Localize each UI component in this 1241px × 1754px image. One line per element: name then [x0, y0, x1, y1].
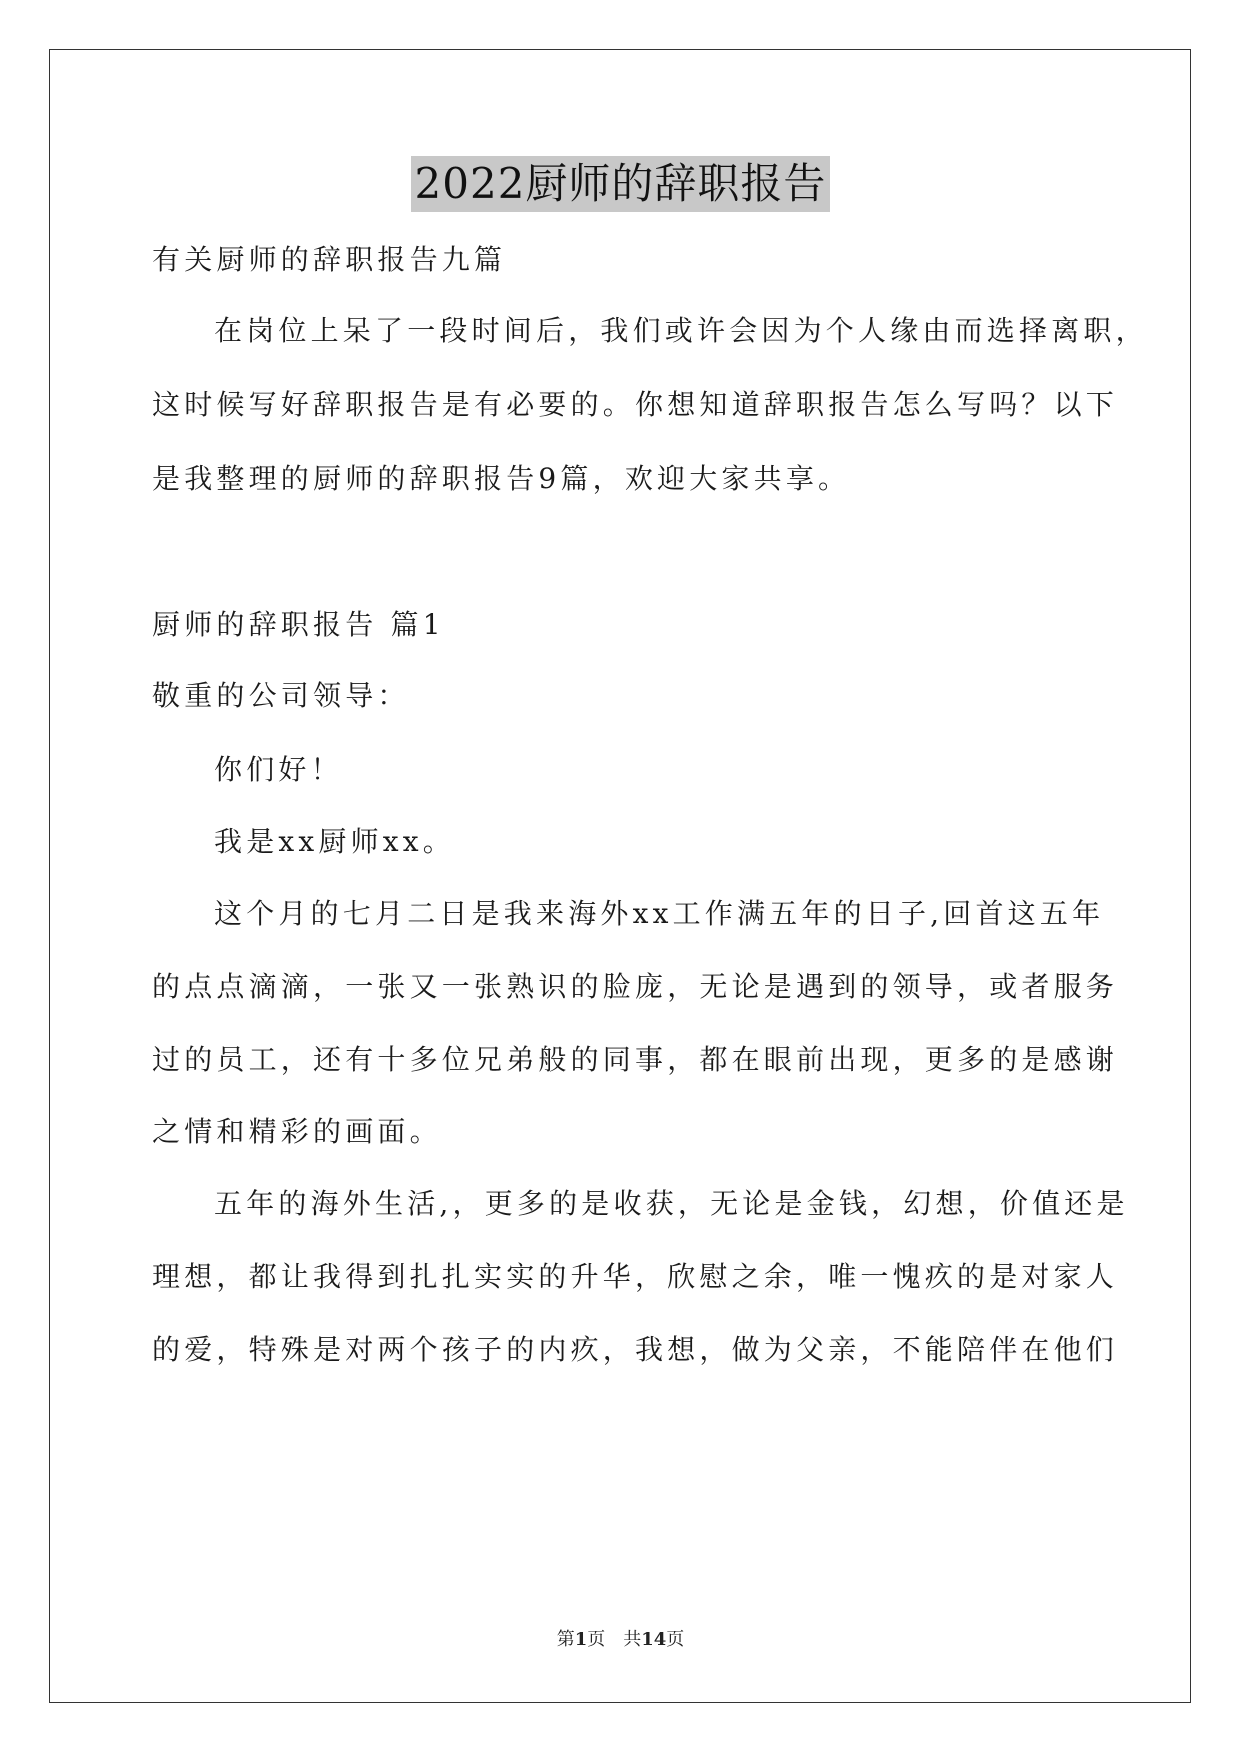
- intro-line-2: 这时候写好辞职报告是有必要的。你想知道辞职报告怎么写吗？以下: [152, 388, 1119, 421]
- paragraph1-line-2: 的点点滴滴，一张又一张熟识的脸庞，无论是遇到的领导，或者服务: [152, 970, 1119, 1003]
- paragraph2-line-1: 五年的海外生活,，更多的是收获，无论是金钱，幻想，价值还是: [214, 1187, 1129, 1220]
- page-suffix: 页: [587, 1629, 606, 1650]
- greeting: 你们好！: [214, 753, 343, 786]
- paragraph2-line-3: 的爱，特殊是对两个孩子的内疚，我想，做为父亲，不能陪伴在他们: [152, 1333, 1119, 1366]
- intro-line-1: 在岗位上呆了一段时间后，我们或许会因为个人缘由而选择离职，: [214, 314, 1148, 347]
- section-heading: 厨师的辞职报告 篇1: [152, 608, 445, 641]
- paragraph1-line-3: 过的员工，还有十多位兄弟般的同事，都在眼前出现，更多的是感谢: [152, 1043, 1119, 1076]
- total-prefix: 共: [623, 1629, 642, 1650]
- total-suffix: 页: [666, 1629, 685, 1650]
- salutation: 敬重的公司领导：: [152, 679, 410, 712]
- paragraph2-line-2: 理想，都让我得到扎扎实实的升华，欣慰之余，唯一愧疚的是对家人: [152, 1260, 1119, 1293]
- self-introduction: 我是xx厨师xx。: [214, 825, 455, 858]
- document-subtitle: 有关厨师的辞职报告九篇: [152, 243, 507, 276]
- document-title: 2022厨师的辞职报告: [411, 156, 831, 212]
- page-border: [49, 49, 1191, 1703]
- intro-line-3: 是我整理的厨师的辞职报告9篇，欢迎大家共享。: [152, 462, 851, 495]
- current-page-number: 1: [574, 1629, 588, 1650]
- paragraph1-line-4: 之情和精彩的画面。: [152, 1115, 442, 1148]
- title-container: [0, 156, 1241, 212]
- total-page-number: 14: [641, 1629, 667, 1650]
- page-footer: [0, 1628, 1241, 1652]
- page-prefix: 第: [556, 1629, 575, 1650]
- paragraph1-line-1: 这个月的七月二日是我来海外xx工作满五年的日子,回首这五年: [214, 897, 1105, 930]
